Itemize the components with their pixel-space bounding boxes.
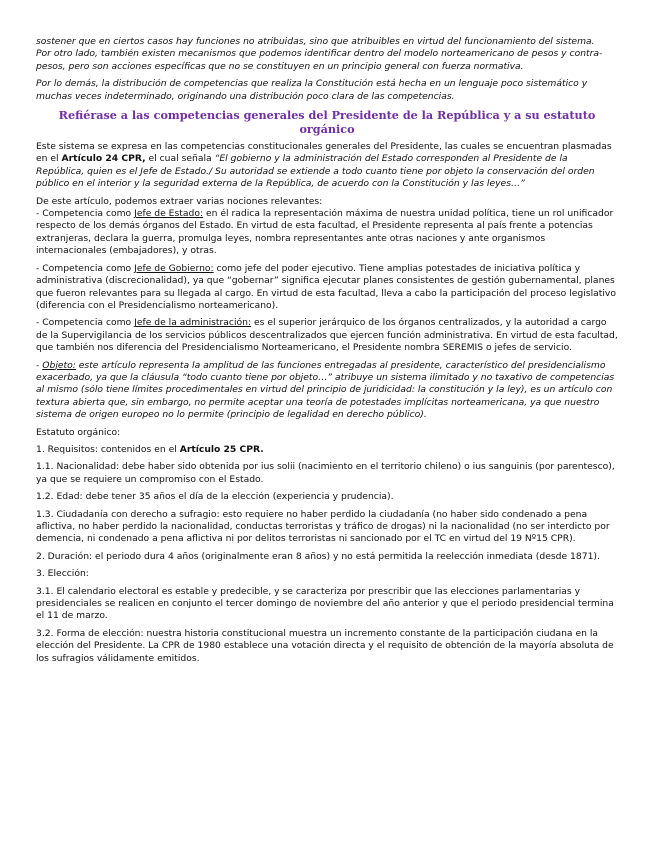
nocion-jefe-gobierno xyxy=(36,263,618,313)
article-24-quote: “El gobierno y la administración del Estado corresponden al Presidente de la República, quien es el Jefe de Estado./ Su autoridad se extiende a todo cuanto tiene por objeto la conservación del orden público en el interior y la seguridad externa de la República, de acuerdo con la Constitución y las leyes…” xyxy=(36,153,595,190)
intro-paragraph-3: Por lo demás, la distribución de competencias que realiza la Constitución está hecha en un lenguaje poco sistemático y muchas veces indeterminado, originando una distribución poco clara de las competencias. xyxy=(36,78,588,102)
article-24-reference: Artículo 24 CPR, xyxy=(61,153,146,165)
forma-eleccion: 3.2. Forma de elección: nuestra historia constitucional muestra un incremento constante de la participación ciudana en la elección del Presidente. La CPR de 1980 establece una votación directa y el requisito de obtención de la mayoría absoluta de los sufragios válidamente emitidos. xyxy=(36,627,614,664)
term-jefe-gobierno: Jefe de Gobierno: xyxy=(134,262,214,274)
estatuto-title: Estatuto orgánico: xyxy=(36,426,121,438)
document-page xyxy=(36,36,618,670)
nocion-text: este artículo representa la amplitud de las funciones entregadas al presidente, característico del presidencialismo exacerbado, ya que la cláusula “todo cuanto tiene por objeto…” atribuye un sistema ilimitado y no taxativo de competencias al mismo (sólo tiene límites procedimentales en virtud del principio de juridicidad: la constitución y la ley), es un artículo con textura abierta que, sin embargo, no permite aceptar una teoría de potestades implícitas norteamericana, ya que nuestro sistema de origen europeo no lo permite (principio de legalidad en derecho público). xyxy=(36,359,615,421)
requisitos-item xyxy=(36,444,618,456)
nocion-text: es el superior jerárquico de los órganos centralizados, y la autoridad a cargo de la Supervigilancia de los servicios públicos descentralizados que ejercen función administrativa. En virtud de esta facultad, que también nos diferencia del Presidencialismo Norteamericano, el Presidente nombra SEREMIS o jefes de servicio. xyxy=(36,317,618,354)
nocion-prefix: - Competencia como xyxy=(36,317,135,329)
nocion-text: como jefe del poder ejecutivo. Tiene amplias potestades de iniciativa política y administrativa (discrecionalidad), ya que “gobernar” significa ejecutar planes consistentes de gestión gubernamental, planes que fueron relevantes para su llegada al cargo. En virtud de esta facultad, lleva a cabo la participación del proceso legislativo (diferencia con el Presidencialismo norteamericano). xyxy=(36,262,616,311)
requisito-nacionalidad: 1.1. Nacionalidad: debe haber sido obtenida por ius solii (nacimiento en el territorio chileno) o ius sanguinis (por parentesco), ya que se requiere un compromiso con el Estado. xyxy=(36,461,615,485)
term-objeto: Objeto: xyxy=(42,359,76,371)
requisito-edad: 1.2. Edad: debe tener 35 años el día de la elección (experiencia y prudencia). xyxy=(36,491,394,503)
sistema-mid: el cual señala xyxy=(145,153,215,165)
nocion-prefix: - xyxy=(36,359,43,371)
nocion-text: en él radica la representación máxima de nuestra unidad política, tiene un rol unificador respecto de los demás órganos del Estado. En virtud de esta facultad, el Presidente representa al país frente a potencias extranjeras, declara la guerra, promulga leyes, nombra representantes ante otras naciones y ante organismos internacionales (embajadores), y otras. xyxy=(36,208,614,257)
calendario-electoral: 3.1. El calendario electoral es estable y predecible, y se caracteriza por prescribir que las elecciones parlamentarias y presidenciales se realicen en conjunto el tercer domingo de noviembre del año anterior y que el periodo presidencial termina el 11 de marzo. xyxy=(36,585,614,622)
nocion-jefe-administracion xyxy=(36,317,618,354)
section-heading: Refiérase a las competencias generales del Presidente de la República y a su estatuto orgánico xyxy=(58,108,596,137)
intro-paragraph-2: Por otro lado, también existen mecanismos que podemos identificar dentro del modelo norteamericano de pesos y contra-pesos, pero son acciones específicas que no se constituyen en un principio general con fuerza normativa. xyxy=(36,48,603,72)
sistema-lead: Este sistema se expresa en las competencias constitucionales generales del Presidente, las cuales se encuentran plasmadas en el xyxy=(36,141,612,165)
requisito-ciudadania: 1.3. Ciudadanía con derecho a sufragio: esto requiere no haber perdido la ciudadanía (no haber sido condenado a pena aflictiva, no haber perdido la nacionalidad, conductas terroristas y tráfico de drogas) ni la nacionalidad (no ser interdicto por demencia, ni condenado a pena aflictiva ni por delitos terroristas ni sancionado por el TC en virtud del 19 Nº15 CPR). xyxy=(36,508,610,545)
sistema-paragraph xyxy=(36,141,618,191)
nocion-prefix: - Competencia como xyxy=(36,262,135,274)
term-jefe-administracion: Jefe de la administración: xyxy=(134,317,252,329)
requisitos-prefix: 1. Requisitos: contenidos en el xyxy=(36,443,180,455)
intro-paragraph-1: sostener que en ciertos casos hay funciones no atribuidas, sino que atribuibles en virtud del funcionamiento del sistema. xyxy=(36,36,595,47)
nocion-jefe-estado xyxy=(36,208,618,258)
article-25-reference: Artículo 25 CPR. xyxy=(179,443,264,455)
eleccion-item: 3. Elección: xyxy=(36,568,89,580)
nocion-objeto xyxy=(36,360,618,422)
term-jefe-estado: Jefe de Estado: xyxy=(134,208,204,220)
nociones-intro: De este artículo, podemos extraer varias nociones relevantes: xyxy=(36,195,323,207)
nocion-prefix: - Competencia como xyxy=(36,208,135,220)
duracion-item: 2. Duración: el periodo dura 4 años (originalmente eran 8 años) y no está permitida la reelección inmediata (desde 1871). xyxy=(36,550,600,562)
